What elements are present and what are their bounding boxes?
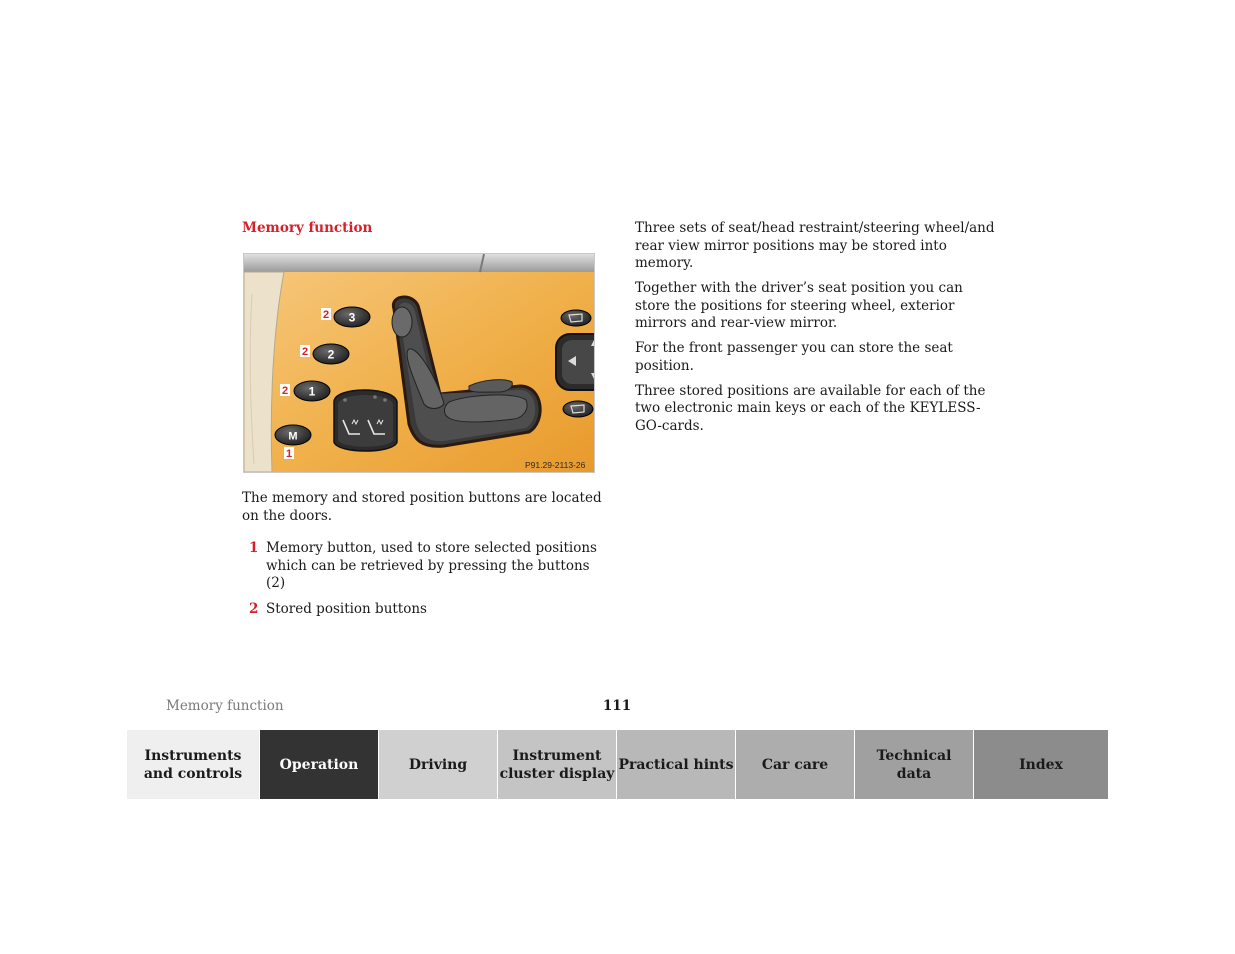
footer-section-title: Memory function — [166, 698, 284, 714]
legend-list — [242, 540, 602, 626]
button-1-label: 1 — [308, 384, 316, 399]
callout-2-top — [321, 308, 331, 321]
legend-item — [242, 601, 602, 619]
page-number: 111 — [602, 698, 632, 714]
memory-button-1 — [294, 381, 330, 401]
section-title: Memory function — [242, 220, 373, 236]
seat-heating-switch — [334, 390, 397, 451]
legend-item — [242, 540, 602, 593]
door-controls-illustration — [243, 253, 595, 473]
tab-driving[interactable]: Driving — [378, 730, 497, 799]
legend-number: 1 — [249, 540, 259, 556]
button-2-label: 2 — [327, 347, 335, 362]
button-m-label: M — [288, 430, 298, 443]
tab-instruments-and-controls[interactable]: Instruments and controls — [127, 730, 259, 799]
mirror-button-bottom — [563, 401, 593, 417]
legend-number: 2 — [249, 600, 259, 617]
button-3-label: 3 — [348, 310, 356, 325]
svg-text:2: 2 — [301, 346, 309, 358]
callout-2-middle — [300, 345, 310, 358]
callout-1 — [284, 447, 294, 460]
figure-code: P91.29-2113-26 — [525, 460, 586, 470]
memory-paragraph: For the front passenger you can store the seat position. — [635, 340, 953, 374]
tab-index[interactable]: Index — [973, 730, 1108, 799]
svg-text:2: 2 — [281, 385, 289, 397]
tab-technical-data[interactable]: Technical data — [854, 730, 973, 799]
memory-paragraph: Together with the driver’s seat position you can store the positions for steering wheel, exterior mirrors and rear-view mirror. — [635, 280, 963, 331]
memory-description-column — [635, 220, 995, 443]
svg-text:2: 2 — [322, 309, 330, 321]
tab-instrument-cluster-display[interactable]: Instrument cluster display — [497, 730, 616, 799]
legend-text: Stored position buttons — [266, 600, 427, 617]
svg-text:1: 1 — [285, 448, 293, 460]
tab-car-care[interactable]: Car care — [735, 730, 854, 799]
chapter-nav — [127, 730, 1108, 799]
memory-button-m — [275, 425, 311, 445]
tab-practical-hints[interactable]: Practical hints — [616, 730, 735, 799]
memory-button-2 — [313, 344, 349, 364]
tab-operation[interactable]: Operation — [259, 730, 378, 799]
legend-text: Memory button, used to store selected positions which can be retrieved by pressing the buttons (2) — [266, 540, 597, 591]
memory-paragraph: Three sets of seat/head restraint/steering wheel/and rear view mirror positions may be stored into memory. — [635, 220, 995, 271]
memory-button-3 — [334, 307, 370, 327]
mirror-button-top — [561, 310, 591, 326]
door-buttons-description: The memory and stored position buttons are located on the doors. — [242, 490, 602, 524]
callout-2-bottom — [280, 384, 290, 397]
memory-paragraph: Three stored positions are available for each of the two electronic main keys or each of the KEYLESS-GO-cards. — [635, 382, 986, 434]
mirror-adjust-pad — [556, 334, 594, 390]
